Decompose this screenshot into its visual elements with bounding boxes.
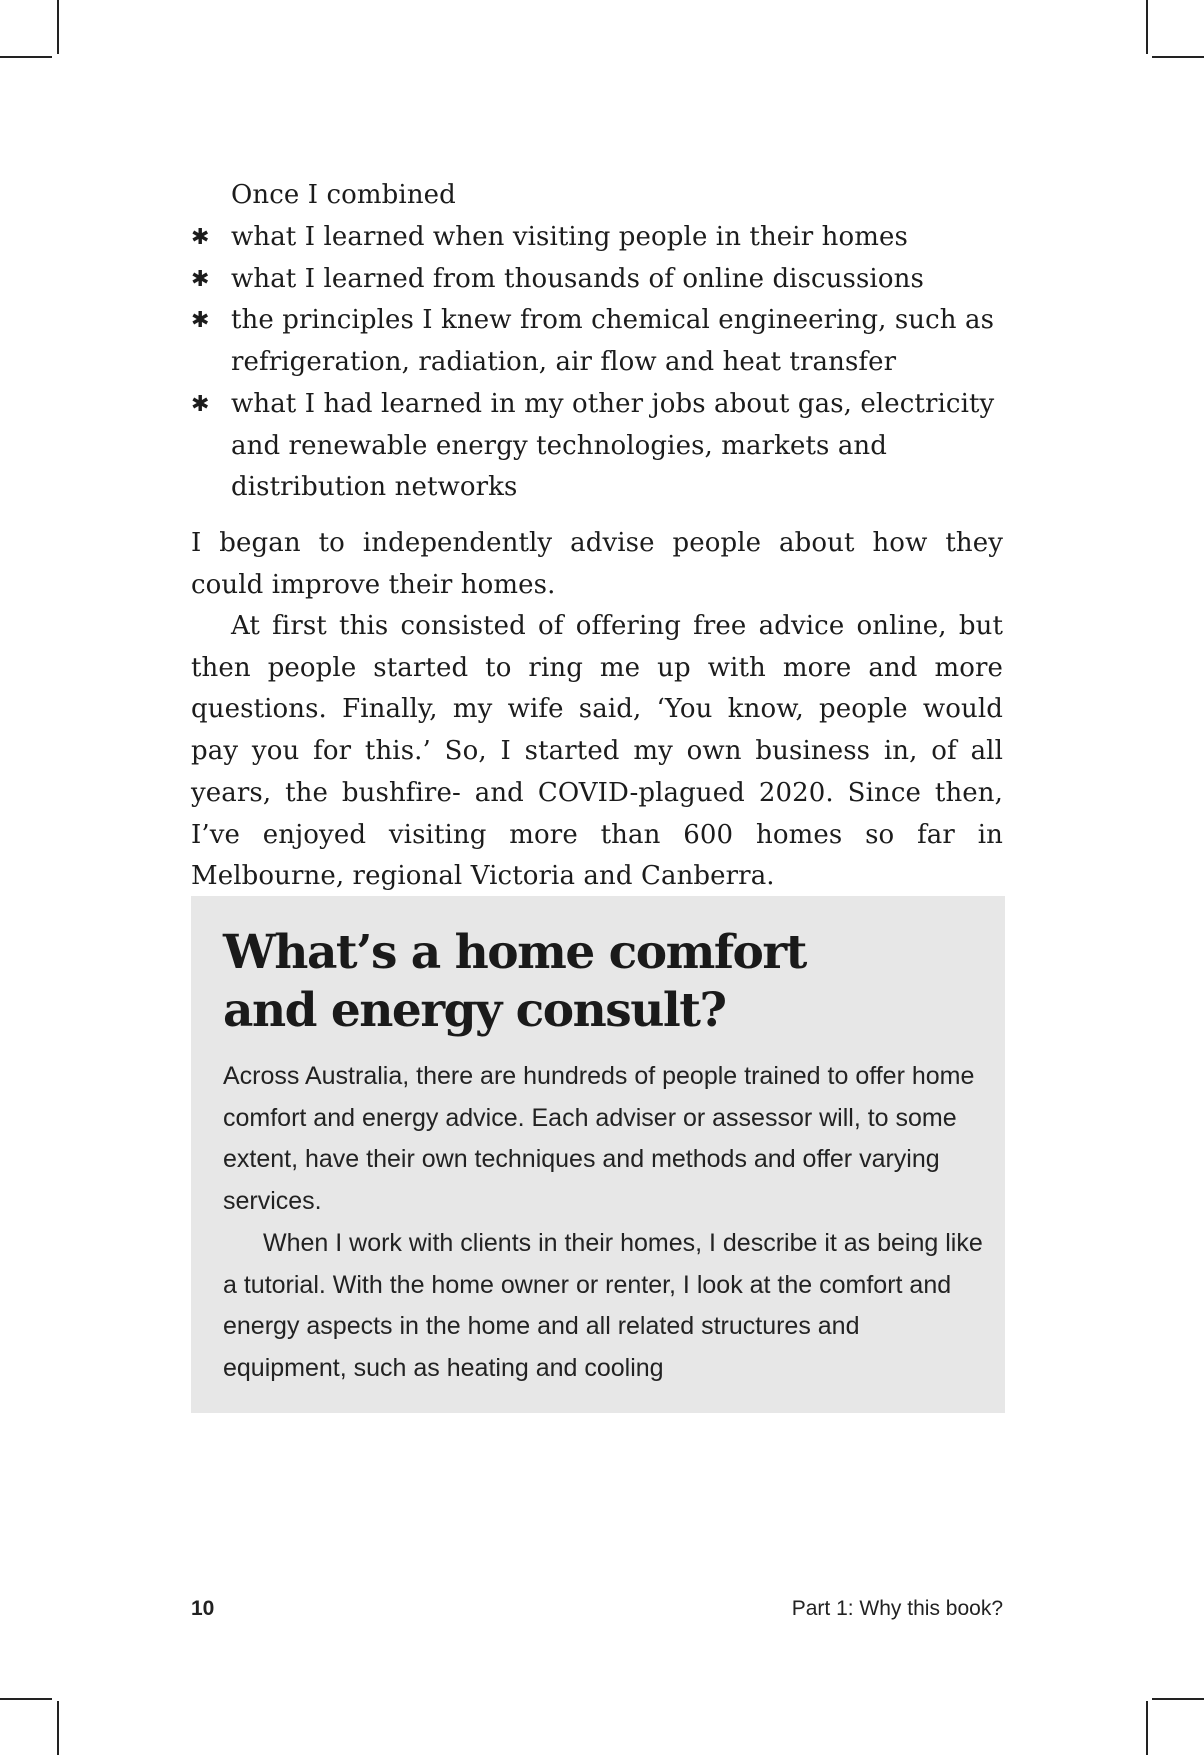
list-item [191,300,1011,383]
list-item-text: the principles I knew from chemical engineering, such as refrigeration, radiation, air flow and heat transfer [231,305,995,378]
bullet-list [191,217,1011,509]
list-item [191,384,1011,509]
body-paragraph: At first this consisted of offering free advice online, but then people started to ring me up with more and more questions. Finally, my wife said, ‘You know, people would pay you for this.’ So, I started my own business in, of all years, the bushfire- and COVID-plagued 2020. Since then, I’ve enjoyed visiting more than 600 homes so far in Melbourne, regional Victoria and Canberra. [191,611,1003,892]
crop-mark-top-right-horizontal [1152,56,1204,58]
intro-line: Once I combined [231,180,456,210]
asterisk-bullet-icon: ✱ [191,266,210,292]
crop-mark-top-right-vertical [1146,0,1148,54]
sidebar-title-line: and energy consult? [223,983,726,1038]
sidebar-title-line: What’s a home comfort [223,925,806,980]
crop-mark-top-left-horizontal [0,56,52,58]
running-head: Part 1: Why this book? [791,1597,1003,1620]
list-item [191,217,1011,259]
asterisk-bullet-icon: ✱ [191,225,210,250]
list-item-text: what I learned from thousands of online discussions [231,263,924,294]
sidebar-paragraph: When I work with clients in their homes, I describe it as being like a tutorial. With the home owner or renter, I look at the comfort and energy aspects in the home and all related structures and equipment, such as heating and cooling [223,1228,983,1382]
list-item-text: what I had learned in my other jobs about gas, electricity and renewable energy technologies, markets and distribution networks [231,388,995,503]
list-item [191,259,1011,301]
crop-mark-bottom-left-vertical [57,1701,59,1755]
sidebar-box [191,896,1005,1413]
page-number: 10 [191,1597,215,1620]
sidebar-title [223,924,983,1040]
sidebar-body [223,1056,983,1390]
asterisk-bullet-icon: ✱ [191,391,210,417]
crop-mark-bottom-left-horizontal [0,1698,52,1700]
asterisk-bullet-icon: ✱ [191,308,210,334]
crop-mark-bottom-right-vertical [1146,1701,1148,1755]
list-item-text: what I learned when visiting people in their homes [231,222,908,252]
sidebar-paragraph: Across Australia, there are hundreds of people trained to offer home comfort and energy advice. Each adviser or assessor will, to some extent, have their own techniques and methods and offer varying services. [223,1062,975,1216]
crop-mark-top-left-vertical [57,0,59,54]
body-paragraph: I began to independently advise people about how they could improve their homes. [191,528,1003,600]
crop-mark-bottom-right-horizontal [1152,1698,1204,1700]
